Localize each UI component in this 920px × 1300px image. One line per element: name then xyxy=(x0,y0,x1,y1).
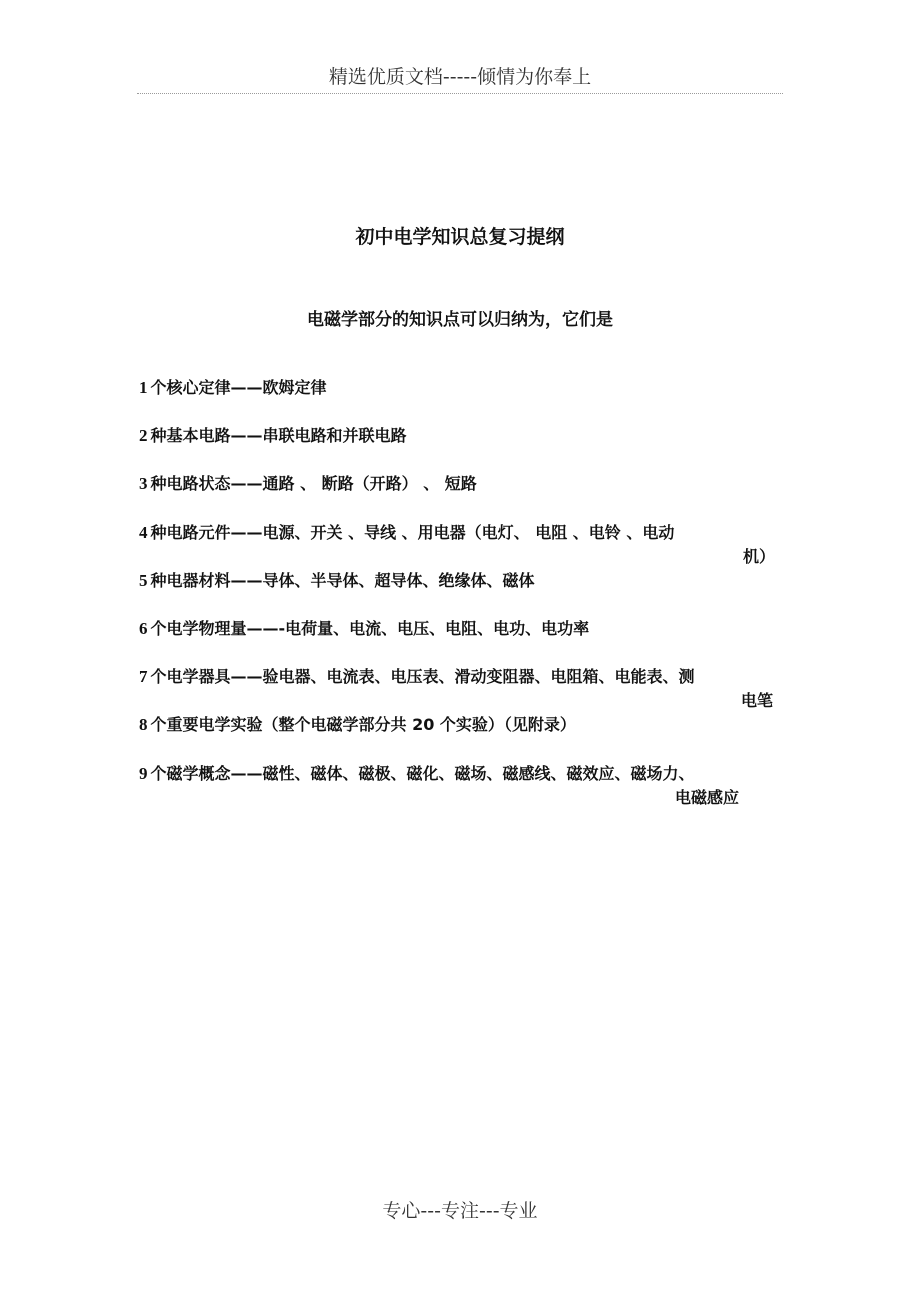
page-header: 精选优质文档-----倾情为你奉上 xyxy=(328,66,592,88)
item-number: 6 xyxy=(139,619,148,638)
item-text: 个核心定律——欧姆定律 xyxy=(150,378,327,397)
item-text-continuation: 电笔 xyxy=(740,691,773,710)
list-item xyxy=(139,569,783,593)
list-item xyxy=(139,472,783,496)
list-item xyxy=(139,762,783,810)
item-text: 种电器材料——导体、半导体、超导体、绝缘体、磁体 xyxy=(150,571,535,590)
header-divider xyxy=(137,93,783,94)
item-number: 4 xyxy=(139,523,148,542)
list-item xyxy=(139,521,783,569)
item-text-continuation: 机） xyxy=(742,547,775,566)
item-text-continuation: 电磁感应 xyxy=(674,788,739,807)
item-number: 9 xyxy=(139,764,148,783)
item-number: 8 xyxy=(139,715,148,734)
page-footer: 专心---专注---专业 xyxy=(382,1200,538,1222)
list-item xyxy=(139,665,783,713)
item-text: 个重要电学实验（整个电磁学部分共 20 个实验）（见附录） xyxy=(150,715,576,734)
item-text: 种电路元件——电源、开关 、导线 、用电器（电灯、 电阻 、电铃 、电动 xyxy=(150,523,675,542)
list-item xyxy=(139,376,783,400)
item-text: 种电路状态——通路 、 断路（开路） 、 短路 xyxy=(150,474,477,493)
list-item xyxy=(139,713,783,737)
document-title: 初中电学知识总复习提纲 xyxy=(355,226,565,248)
item-number: 5 xyxy=(139,571,148,590)
item-text: 个电学物理量——-电荷量、电流、电压、电阻、电功、电功率 xyxy=(150,619,590,638)
document-subtitle: 电磁学部分的知识点可以归纳为，它们是 xyxy=(307,310,613,330)
item-number: 2 xyxy=(139,426,148,445)
item-number: 3 xyxy=(139,474,148,493)
list-item xyxy=(139,424,783,448)
item-number: 1 xyxy=(139,378,148,397)
item-text: 种基本电路——串联电路和并联电路 xyxy=(150,426,407,445)
list-item xyxy=(139,617,783,641)
item-text: 个电学器具——验电器、电流表、电压表、滑动变阻器、电阻箱、电能表、测 xyxy=(150,667,695,686)
item-text: 个磁学概念——磁性、磁体、磁极、磁化、磁场、磁感线、磁效应、磁场力、 xyxy=(150,764,695,783)
item-number: 7 xyxy=(139,667,148,686)
